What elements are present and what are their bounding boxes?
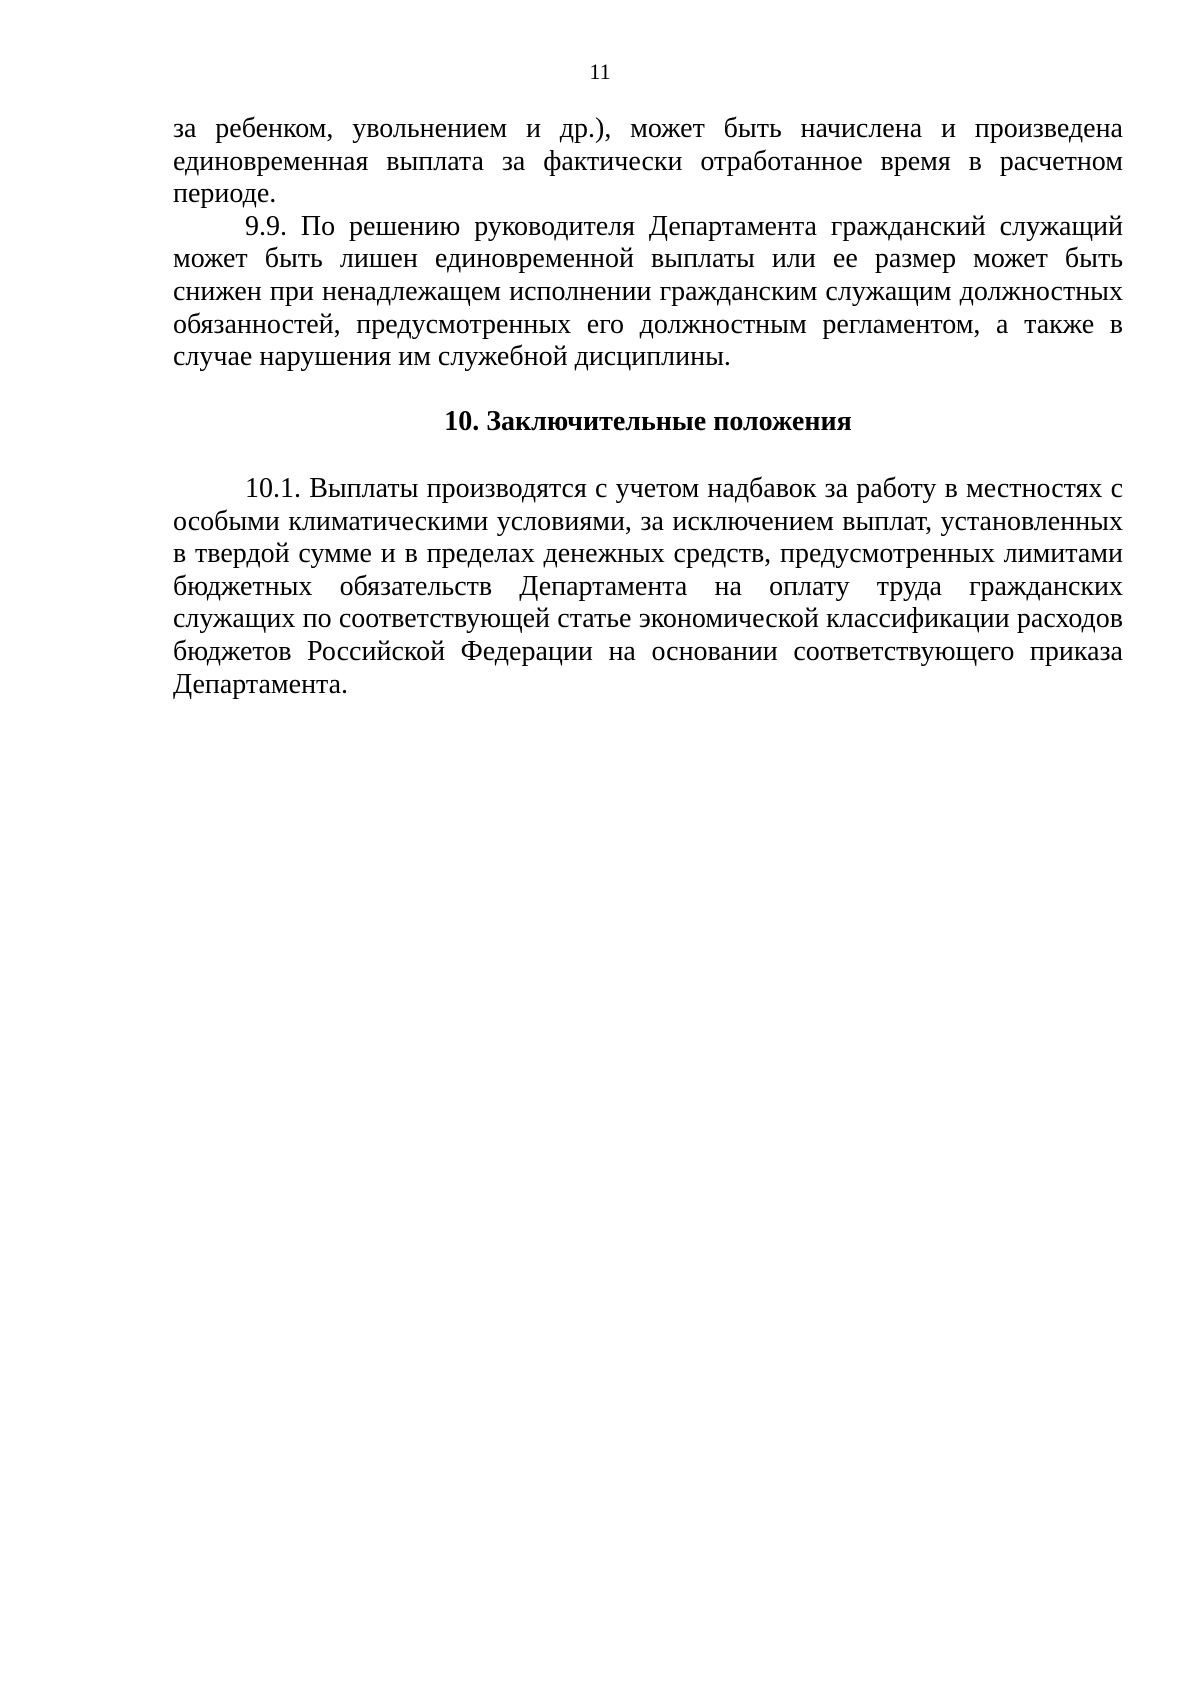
paragraph-9-9: 9.9. По решению руководителя Департамента гражданский служащий может быть лишен единовременной выплаты или ее размер может быть снижен при ненадлежащем исполнении гражданским служащим должностных обязанностей, предусмотренных его должностным регламентом, а также в случае нарушения им служебной дисциплины. (173, 210, 1123, 373)
body-text-section-10 (173, 473, 1123, 701)
section-heading: 10. Заключительные положения (444, 406, 852, 437)
paragraph-10-1: 10.1. Выплаты производятся с учетом надбавок за работу в местностях с особыми климатическими условиями, за исключением выплат, установленных в твердой сумме и в пределах денежных средств, предусмотренных лимитами бюджетных обязательств Департамента на оплату труда гражданских служащих по соответствующей статье экономической классификации расходов бюджетов Российской Федерации на основании соответствующего приказа Департамента. (173, 473, 1123, 700)
body-text-top (173, 113, 1123, 374)
page-number: 11 (589, 59, 611, 84)
paragraph-continuation: за ребенком, увольнением и др.), может быть начислена и произведена единовременная выплата за фактически отработанное время в расчетном периоде. (173, 113, 1123, 210)
